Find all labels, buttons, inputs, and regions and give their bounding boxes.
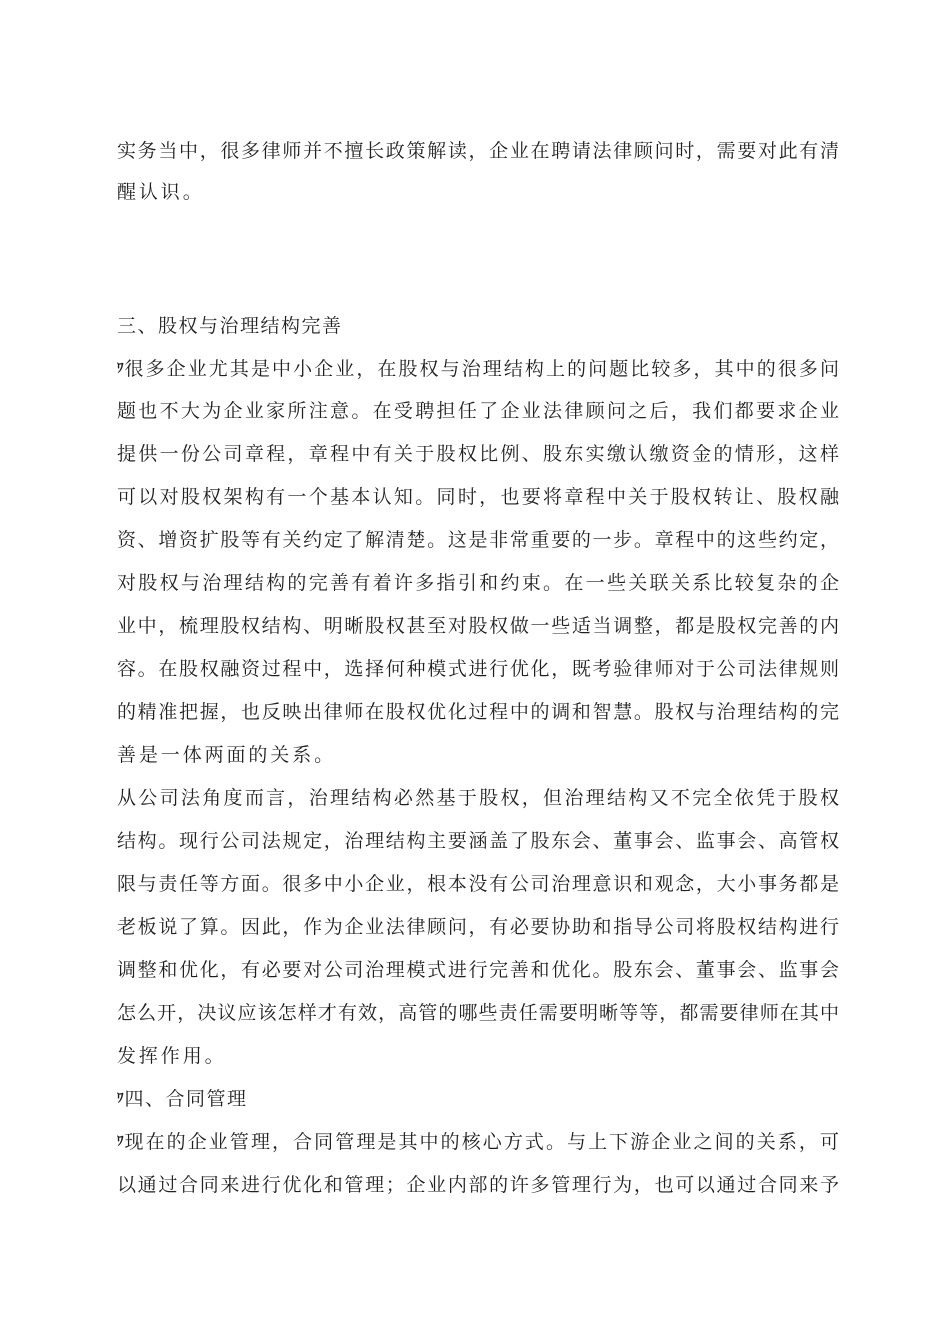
paragraph-line: 业中，梳理股权结构、明晰股权甚至对股权做一些适当调整，都是股权完善的内 (117, 615, 839, 637)
bullet-mark-icon: ﾜ (117, 1091, 124, 1106)
bullet-mark-icon: ﾜ (117, 361, 124, 376)
section-heading-text: 四、合同管理 (124, 1088, 248, 1110)
paragraph-line: 从公司法角度而言，治理结构必然基于股权，但治理结构又不完全依凭于股权 (117, 787, 839, 809)
paragraph-line: 老板说了算。因此，作为企业法律顾问，有必要协助和指导公司将股权结构进行 (117, 916, 839, 938)
section-heading-contract (117, 1087, 839, 1111)
paragraph-line: 提供一份公司章程，章程中有关于股权比例、股东实缴认缴资金的情形，这样 (117, 443, 839, 465)
paragraph-line: 善是一体两面的关系。 (117, 744, 337, 766)
paragraph-line: 以通过合同来进行优化和管理；企业内部的许多管理行为，也可以通过合同来予 (117, 1174, 839, 1196)
paragraph-line: 调整和优化，有必要对公司治理模式进行完善和优化。股东会、董事会、监事会 (117, 959, 839, 981)
paragraph-line: 醒认识。 (117, 181, 205, 203)
paragraph-line-text: 现在的企业管理，合同管理是其中的核心方式。与上下游企业之间的关系，可 (124, 1131, 839, 1153)
paragraph-line-first (117, 357, 839, 381)
paragraph-line: 实务当中，很多律师并不擅长政策解读，企业在聘请法律顾问时，需要对此有清 (117, 140, 839, 162)
paragraph-line: 对股权与治理结构的完善有着许多指引和约束。在一些关联关系比较复杂的企 (117, 572, 839, 594)
paragraph-line-first (117, 1130, 839, 1154)
paragraph-line: 发挥作用。 (117, 1045, 227, 1067)
paragraph-line: 资、增资扩股等有关约定了解清楚。这是非常重要的一步。章程中的这些约定， (117, 529, 839, 551)
paragraph-line: 可以对股权架构有一个基本认知。同时，也要将章程中关于股权转让、股权融 (117, 486, 839, 508)
paragraph-line: 题也不大为企业家所注意。在受聘担任了企业法律顾问之后，我们都要求企业 (117, 400, 839, 422)
paragraph-line-text: 很多企业尤其是中小企业，在股权与治理结构上的问题比较多，其中的很多问 (124, 358, 839, 380)
paragraph-line: 容。在股权融资过程中，选择何种模式进行优化，既考验律师对于公司法律规则 (117, 658, 839, 680)
bullet-mark-icon: ﾜ (117, 1134, 124, 1149)
paragraph-line: 结构。现行公司法规定，治理结构主要涵盖了股东会、董事会、监事会、高管权 (117, 830, 839, 852)
paragraph-line: 限与责任等方面。很多中小企业，根本没有公司治理意识和观念，大小事务都是 (117, 873, 839, 895)
section-heading-equity: 三、股权与治理结构完善 (117, 315, 343, 337)
paragraph-line: 的精准把握，也反映出律师在股权优化过程中的调和智慧。股权与治理结构的完 (117, 701, 839, 723)
paragraph-line: 怎么开，决议应该怎样才有效，高管的哪些责任需要明晰等等，都需要律师在其中 (117, 1002, 839, 1024)
